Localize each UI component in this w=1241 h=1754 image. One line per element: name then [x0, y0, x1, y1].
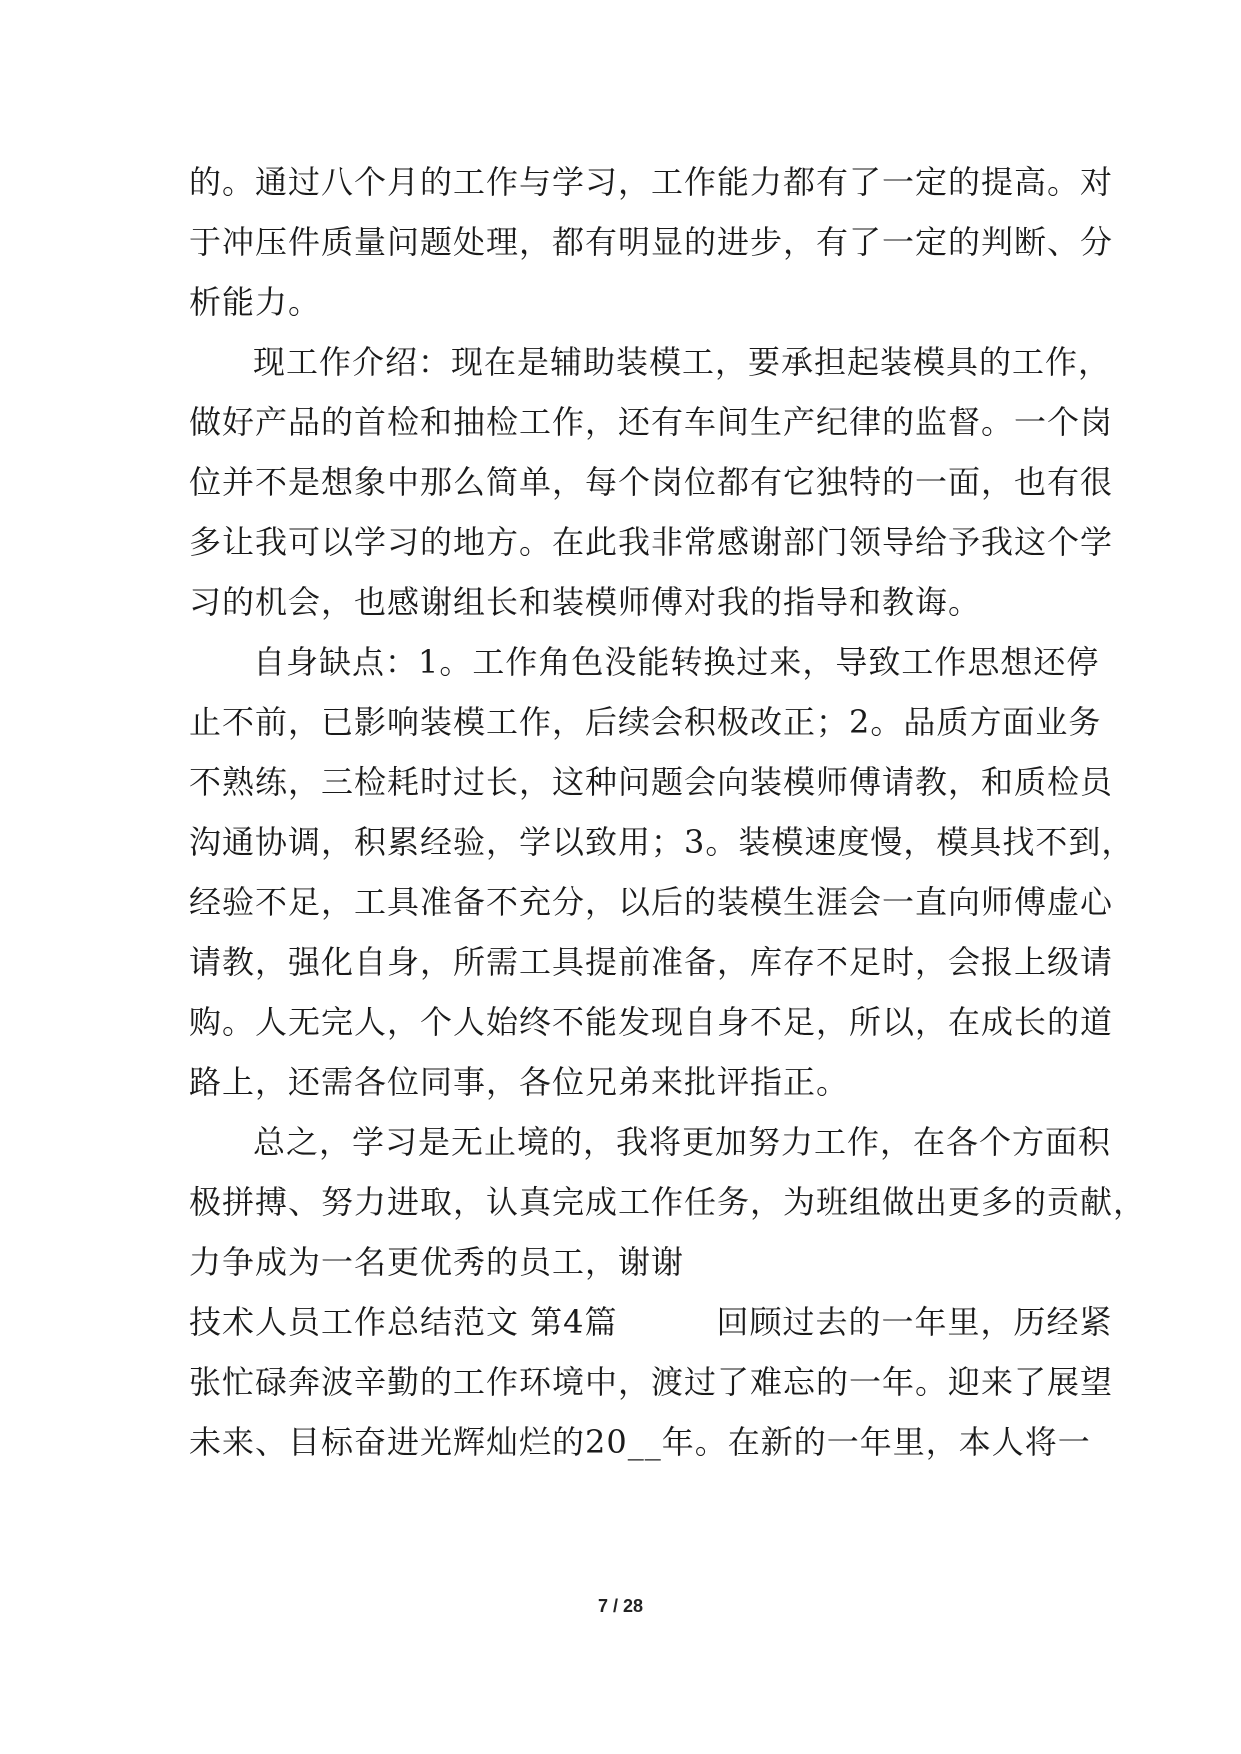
document-body — [189, 152, 1147, 1472]
text-line: 多让我可以学习的地方。在此我非常感谢部门领导给予我这个学 — [189, 523, 1114, 561]
text-line: 析能力。 — [189, 283, 322, 321]
text-line: 的。通过八个月的工作与学习，工作能力都有了一定的提高。对 — [189, 163, 1114, 201]
paragraph-start-line: 总之，学习是无止境的，我将更加努力工作，在各个方面积 — [253, 1123, 1112, 1161]
text-line: 于冲压件质量问题处理，都有明显的进步，有了一定的判断、分 — [189, 223, 1114, 261]
text-line: 购。人无完人，个人始终不能发现自身不足，所以，在成长的道 — [189, 1003, 1114, 1041]
text-line: 做好产品的首检和抽检工作，还有车间生产纪律的监督。一个岗 — [189, 403, 1114, 441]
paragraph-start-line: 自身缺点：1。工作角色没能转换过来，导致工作思想还停 — [253, 643, 1100, 681]
page-number: 7 / 28 — [597, 1596, 644, 1616]
paragraph-start-line: 现工作介绍：现在是辅助装模工，要承担起装模具的工作， — [253, 343, 1112, 381]
text-line: 习的机会，也感谢组长和装模师傅对我的指导和教诲。 — [189, 583, 982, 621]
text-line: 未来、目标奋进光辉灿烂的20__年。在新的一年里，本人将一 — [189, 1423, 1091, 1461]
text-line: 沟通协调，积累经验，学以致用；3。装模速度慢，模具找不到， — [189, 823, 1135, 861]
text-line: 止不前，已影响装模工作，后续会积极改正；2。品质方面业务 — [189, 703, 1102, 741]
text-line: 请教，强化自身，所需工具提前准备，库存不足时，会报上级请 — [189, 943, 1114, 981]
text-line: 极拼搏、努力进取，认真完成工作任务，为班组做出更多的贡献， — [189, 1183, 1147, 1221]
text-line: 位并不是想象中那么简单，每个岗位都有它独特的一面，也有很 — [189, 463, 1114, 501]
text-line: 经验不足，工具准备不充分，以后的装模生涯会一直向师傅虚心 — [189, 883, 1114, 921]
text-line: 力争成为一名更优秀的员工，谢谢 — [189, 1243, 685, 1281]
text-line: 张忙碌奔波辛勤的工作环境中，渡过了难忘的一年。迎来了展望 — [189, 1363, 1114, 1401]
section-heading-line: 技术人员工作总结范文 第4篇 回顾过去的一年里，历经紧 — [189, 1303, 1113, 1341]
text-line: 不熟练，三检耗时过长，这种问题会向装模师傅请教，和质检员 — [189, 763, 1114, 801]
text-line: 路上，还需各位同事，各位兄弟来批评指正。 — [189, 1063, 850, 1101]
